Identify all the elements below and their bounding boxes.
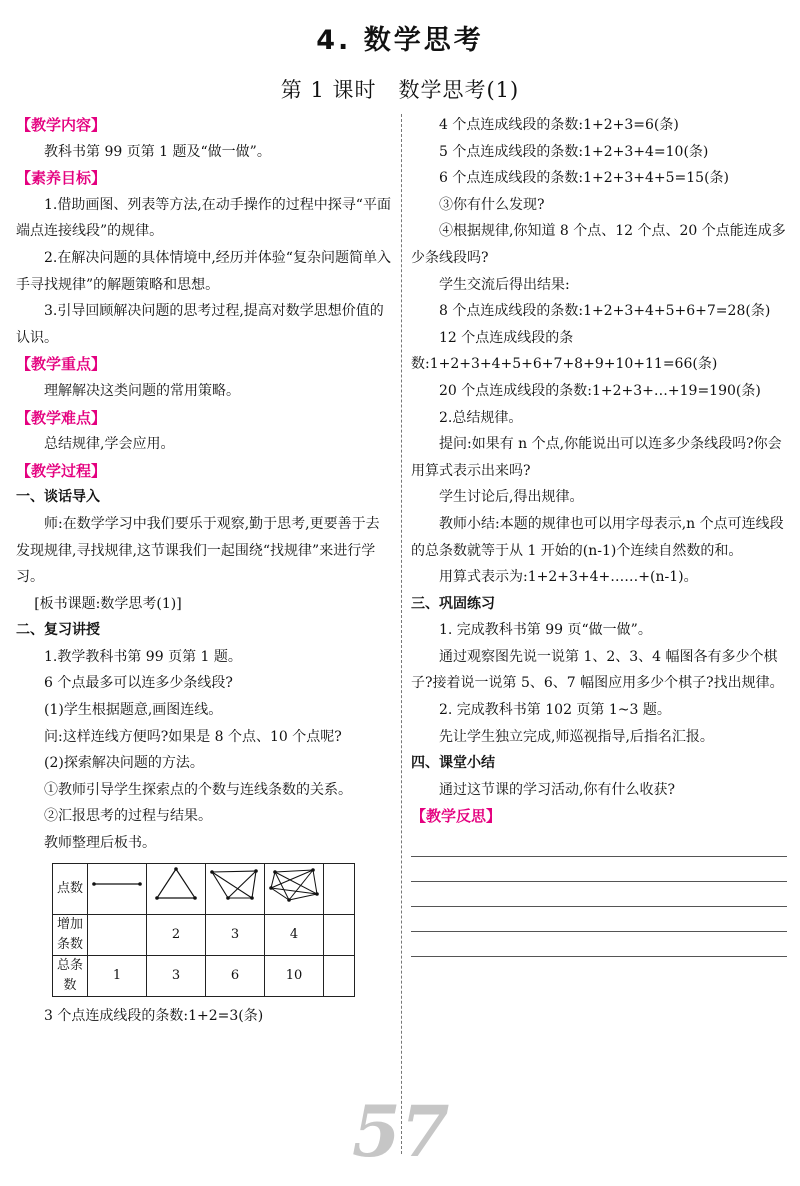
lesson-line-8: 教师整理后板书。 xyxy=(44,835,156,852)
table-row xyxy=(53,956,355,997)
heading-key-points: 【教学重点】 xyxy=(16,355,107,374)
lesson-line-2: 6 个点最多可以连多少条线段? xyxy=(44,675,233,692)
added-cell: 4 xyxy=(265,915,324,956)
lesson-line-9: 3 个点连成线段的条数:1+2=3(条) xyxy=(44,1008,264,1025)
right-line-6: 学生交流后得出结果: xyxy=(439,276,570,293)
right-line-13: 教师小结:本题的规律也可以用字母表示,n 个点可连线段的总条数就等于从 1 开始的(n-1)个连续自然数的和。 xyxy=(411,515,784,559)
empty-cell xyxy=(324,956,355,997)
right-line-16: 通过观察图先说一说第 1、2、3、4 幅图各有多少个棋子?接着说一说第 5、6、7 幅图应用多少个棋子?找出规律。 xyxy=(411,648,784,692)
page-title: 4. 数学思考 xyxy=(316,25,484,56)
row-label-added: 增加条数 xyxy=(53,915,88,956)
board-title: [板书课题:数学思考(1)] xyxy=(34,595,182,612)
section-1-heading: 一、谈话导入 xyxy=(16,489,100,506)
empty-cell xyxy=(324,863,355,915)
right-line-10: 2.总结规律。 xyxy=(439,409,523,426)
heading-goals: 【素养目标】 xyxy=(16,169,107,188)
added-cell: 2 xyxy=(147,915,206,956)
heading-reflection: 【教学反思】 xyxy=(411,807,502,826)
heading-teaching-content: 【教学内容】 xyxy=(16,116,107,134)
row-label-points: 点数 xyxy=(53,863,88,915)
section-4-heading: 四、课堂小结 xyxy=(411,755,495,772)
lesson-line-7: ②汇报思考的过程与结果。 xyxy=(44,808,212,825)
lesson-line-3: (1)学生根据题意,画图连线。 xyxy=(44,702,223,719)
right-line-19: 通过这节课的学习活动,你有什么收获? xyxy=(439,781,675,798)
table-row xyxy=(53,863,355,915)
difficulties-text: 总结规律,学会应用。 xyxy=(44,436,175,453)
lesson-line-6: ①教师引导学生探索点的个数与连线条数的关系。 xyxy=(44,781,352,798)
heading-process: 【教学过程】 xyxy=(16,461,107,480)
left-column xyxy=(16,112,392,1030)
figure-4-points xyxy=(206,863,265,915)
right-column xyxy=(411,112,787,957)
right-line-15: 1. 完成教科书第 99 页“做一做”。 xyxy=(439,622,652,639)
total-cell: 10 xyxy=(265,956,324,997)
writing-line xyxy=(411,907,787,932)
section-2-heading: 二、复习讲授 xyxy=(16,622,100,639)
table-row xyxy=(53,915,355,956)
goal-1: 1.借助画图、列表等方法,在动手操作的过程中探寻“平面端点连接线段”的规律。 xyxy=(16,196,391,240)
lesson-line-4: 问:这样连线方便吗?如果是 8 个点、10 个点呢? xyxy=(44,728,342,745)
total-cell: 6 xyxy=(206,956,265,997)
added-cell: 3 xyxy=(206,915,265,956)
heading-difficulties: 【教学难点】 xyxy=(16,408,107,427)
right-line-3: 6 个点连成线段的条数:1+2+3+4+5=15(条) xyxy=(439,170,730,187)
intro-text: 师:在数学学习中我们要乐于观察,勤于思考,更要善于去发现规律,寻找规律,这节课我们一起围绕“找规律”来进行学习。 xyxy=(16,515,380,586)
right-line-1: 4 个点连成线段的条数:1+2+3=6(条) xyxy=(439,117,679,133)
total-cell: 3 xyxy=(147,956,206,997)
writing-line xyxy=(411,857,787,882)
writing-line xyxy=(411,882,787,907)
right-line-7: 8 个点连成线段的条数:1+2+3+4+5+6+7=28(条) xyxy=(439,303,771,320)
right-line-17: 2. 完成教科书第 102 页第 1~3 题。 xyxy=(439,702,671,719)
added-cell xyxy=(88,915,147,956)
writing-line xyxy=(411,832,787,857)
goal-3: 3.引导回顾解决问题的思考过程,提高对数学思想价值的认识。 xyxy=(16,303,384,346)
row-label-total: 总条数 xyxy=(53,956,88,997)
right-line-9: 20 个点连成线段的条数:1+2+3+…+19=190(条) xyxy=(439,382,761,399)
key-points-text: 理解解决这类问题的常用策略。 xyxy=(44,382,240,399)
right-line-18: 先让学生独立完成,师巡视指导,后指名汇报。 xyxy=(439,728,714,745)
right-line-14: 用算式表示为:1+2+3+4+……+(n-1)。 xyxy=(439,569,698,586)
right-line-2: 5 个点连成线段的条数:1+2+3+4=10(条) xyxy=(439,143,709,160)
figure-2-points xyxy=(88,863,147,915)
teaching-content-text: 教科书第 99 页第 1 题及“做一做”。 xyxy=(44,143,271,160)
right-line-12: 学生讨论后,得出规律。 xyxy=(439,489,584,506)
lesson-line-1: 1.教学教科书第 99 页第 1 题。 xyxy=(44,648,242,665)
right-line-5: ④根据规律,你知道 8 个点、12 个点、20 个点能连成多少条线段吗? xyxy=(411,223,786,266)
empty-cell xyxy=(324,915,355,956)
figure-3-points xyxy=(147,863,206,915)
column-divider xyxy=(401,114,402,1154)
lesson-subtitle: 第 1 课时 数学思考(1) xyxy=(280,78,520,102)
page-number: 57 xyxy=(352,1090,450,1173)
right-line-4: ③你有什么发现? xyxy=(439,196,545,213)
writing-line xyxy=(411,932,787,957)
reflection-lines xyxy=(411,830,787,957)
total-cell: 1 xyxy=(88,956,147,997)
figure-5-points xyxy=(265,863,324,915)
points-lines-table xyxy=(52,863,355,998)
right-line-11: 提问:如果有 n 个点,你能说出可以连多少条线段吗?你会用算式表示出来吗? xyxy=(411,436,782,479)
right-line-8: 12 个点连成线段的条数:1+2+3+4+5+6+7+8+9+10+11=66(条) xyxy=(411,329,718,373)
goal-2: 2.在解决问题的具体情境中,经历并体验“复杂问题简单入手寻找规律”的解题策略和思想。 xyxy=(16,249,391,293)
section-3-heading: 三、巩固练习 xyxy=(411,595,495,612)
lesson-line-5: (2)探索解决问题的方法。 xyxy=(44,755,204,772)
